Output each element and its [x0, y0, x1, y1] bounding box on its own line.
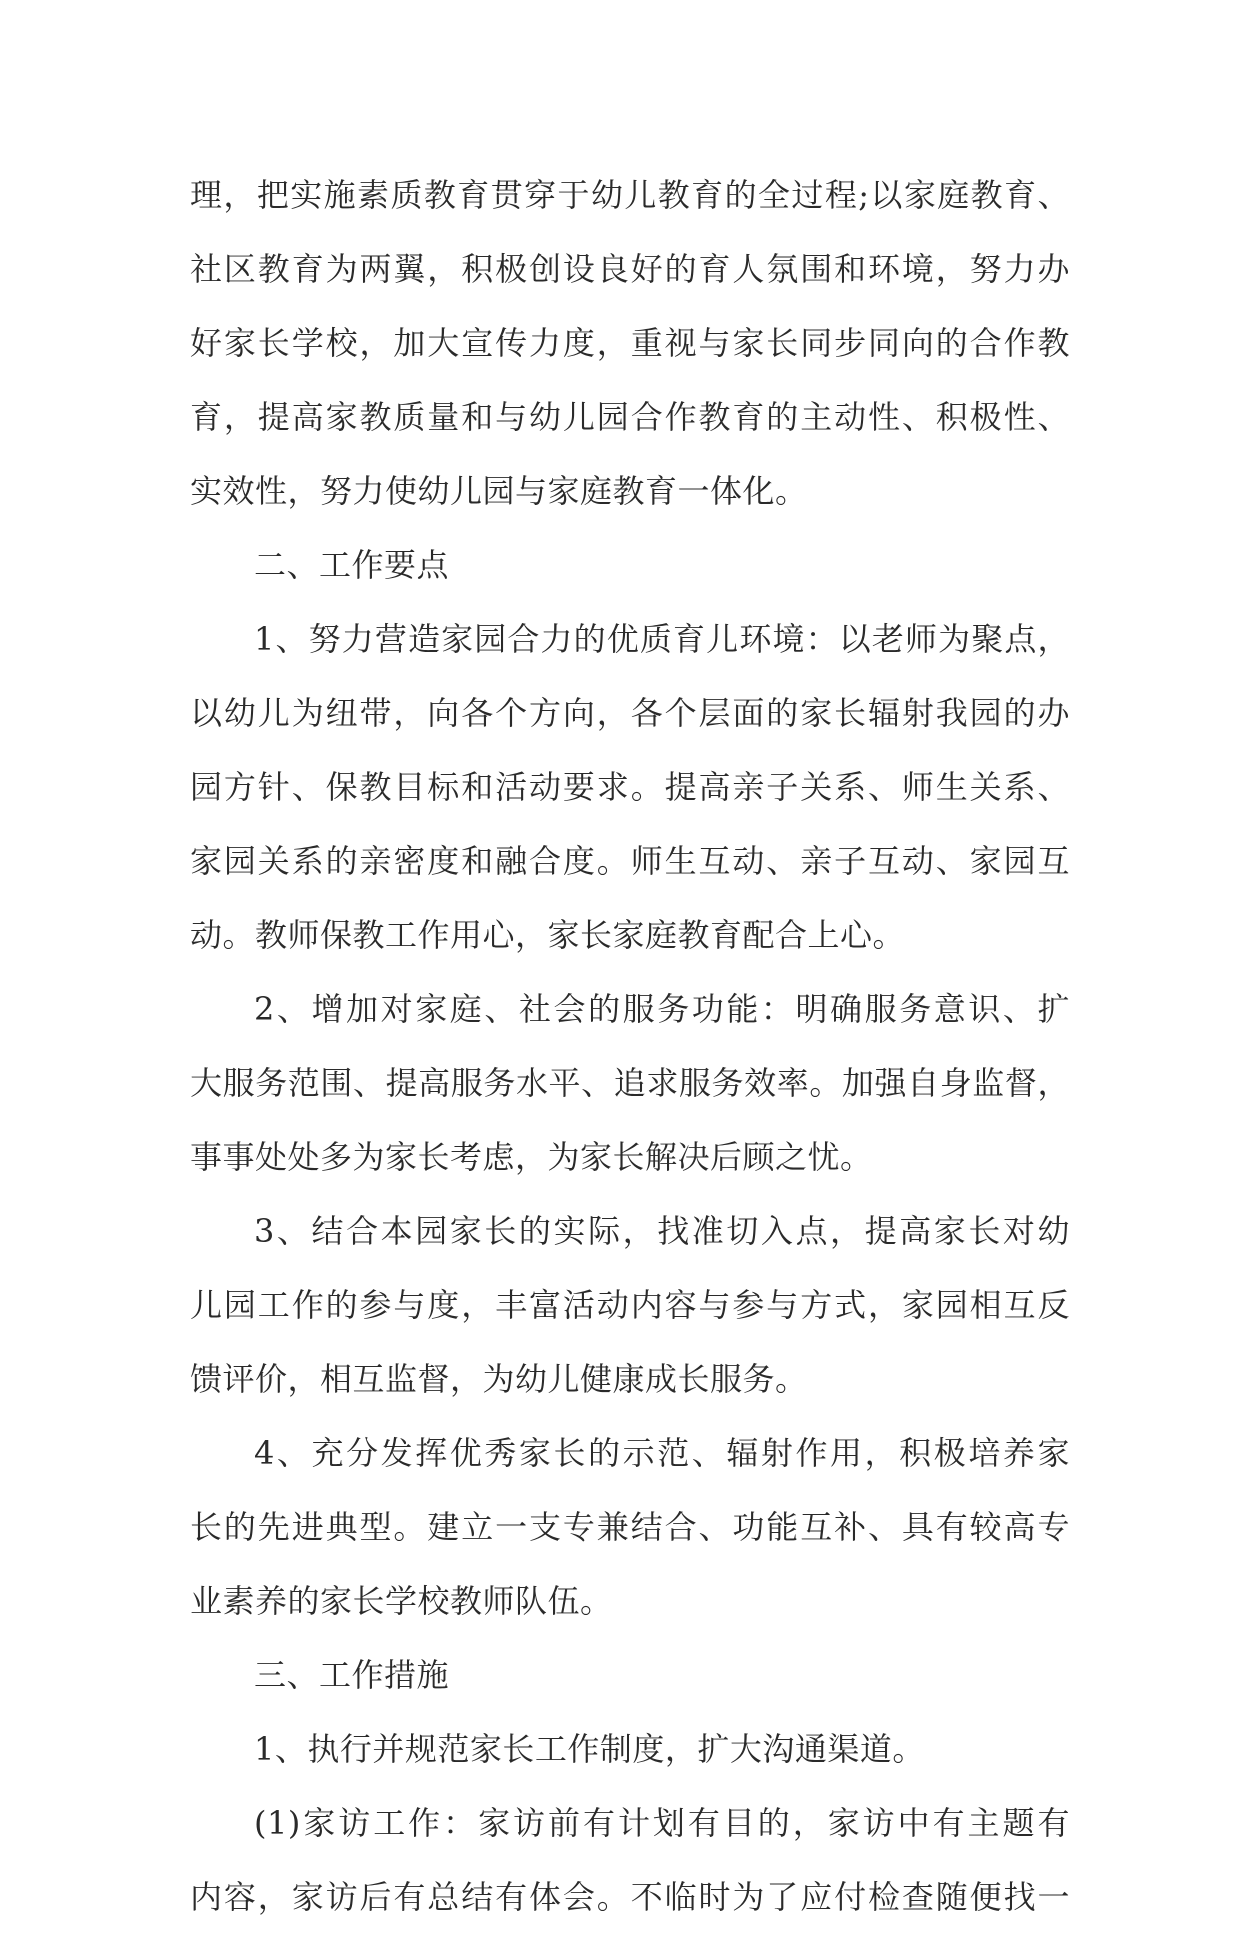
text-line: 三、工作措施	[254, 1656, 450, 1694]
document-body	[190, 158, 1070, 1934]
text-line: 内容，家访后有总结有体会。不临时为了应付检查随便找一	[190, 1878, 1070, 1916]
text-line: 1、执行并规范家长工作制度，扩大沟通渠道。	[254, 1730, 925, 1768]
text-line: 实效性，努力使幼儿园与家庭教育一体化。	[190, 472, 808, 510]
text-line: 理，把实施素质教育贯穿于幼儿教育的全过程;以家庭教育、	[190, 176, 1070, 214]
text-line: 事事处处多为家长考虑，为家长解决后顾之忧。	[190, 1138, 873, 1176]
text-line: 好家长学校，加大宣传力度，重视与家长同步同向的合作教	[190, 324, 1070, 362]
text-line: 4、充分发挥优秀家长的示范、辐射作用，积极培养家	[254, 1434, 1070, 1472]
text-line: 2、增加对家庭、社会的服务功能：明确服务意识、扩	[254, 990, 1070, 1028]
text-line: 动。教师保教工作用心，家长家庭教育配合上心。	[190, 916, 906, 954]
text-line: 二、工作要点	[254, 546, 450, 584]
text-line: 以幼儿为纽带，向各个方向，各个层面的家长辐射我园的办	[190, 694, 1070, 732]
text-line: 1、努力营造家园合力的优质育儿环境：以老师为聚点，	[254, 620, 1070, 658]
text-line: 儿园工作的参与度，丰富活动内容与参与方式，家园相互反	[190, 1286, 1070, 1324]
text-line: 园方针、保教目标和活动要求。提高亲子关系、师生关系、	[190, 768, 1070, 806]
text-line: (1)家访工作：家访前有计划有目的，家访中有主题有	[254, 1804, 1070, 1842]
text-line: 业素养的家长学校教师队伍。	[190, 1582, 613, 1620]
text-line: 3、结合本园家长的实际，找准切入点，提高家长对幼	[254, 1212, 1070, 1250]
text-line: 大服务范围、提高服务水平、追求服务效率。加强自身监督，	[190, 1064, 1070, 1102]
text-line: 长的先进典型。建立一支专兼结合、功能互补、具有较高专	[190, 1508, 1070, 1546]
text-line: 育，提高家教质量和与幼儿园合作教育的主动性、积极性、	[190, 398, 1070, 436]
text-line: 社区教育为两翼，积极创设良好的育人氛围和环境，努力办	[190, 250, 1070, 288]
text-line: 家园关系的亲密度和融合度。师生互动、亲子互动、家园互	[190, 842, 1070, 880]
text-line: 馈评价，相互监督，为幼儿健康成长服务。	[190, 1360, 808, 1398]
